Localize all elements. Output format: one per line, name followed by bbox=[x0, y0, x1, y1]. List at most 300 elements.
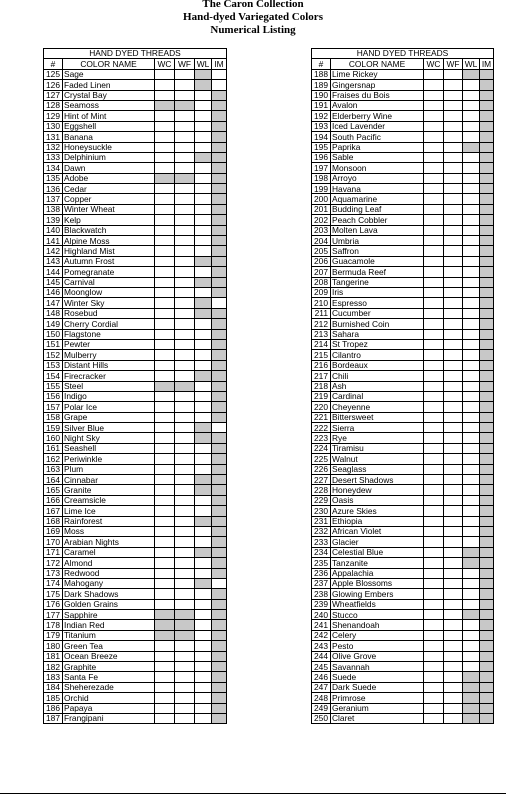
table-row bbox=[44, 703, 227, 713]
im-availability-cell bbox=[212, 142, 227, 152]
wf-availability-cell bbox=[444, 599, 463, 609]
im-availability-cell bbox=[212, 672, 227, 682]
wf-availability-cell bbox=[444, 381, 463, 391]
im-availability-cell bbox=[212, 100, 227, 110]
table-row bbox=[312, 630, 494, 640]
color-number: 207 bbox=[312, 267, 331, 277]
wc-availability-cell bbox=[424, 568, 444, 578]
color-number: 172 bbox=[44, 558, 63, 568]
im-availability-cell bbox=[480, 132, 494, 142]
color-name: Copper bbox=[63, 194, 155, 204]
wf-availability-cell bbox=[444, 714, 463, 724]
table-row bbox=[312, 267, 494, 277]
wc-availability-cell bbox=[155, 547, 175, 557]
color-name: Primrose bbox=[331, 693, 424, 703]
im-availability-cell bbox=[212, 578, 227, 588]
color-name: Peach Cobbler bbox=[331, 215, 424, 225]
wc-availability-cell bbox=[155, 339, 175, 349]
im-availability-cell bbox=[480, 641, 494, 651]
wc-availability-cell bbox=[424, 526, 444, 536]
table-row bbox=[312, 495, 494, 505]
table-row bbox=[44, 142, 227, 152]
wf-availability-cell bbox=[175, 630, 195, 640]
color-number: 199 bbox=[312, 184, 331, 194]
wl-availability-cell bbox=[463, 620, 480, 630]
im-availability-cell bbox=[480, 412, 494, 422]
wl-availability-cell bbox=[195, 80, 212, 90]
color-name: Orchid bbox=[63, 693, 155, 703]
wc-availability-cell bbox=[155, 204, 175, 214]
wl-availability-cell bbox=[195, 433, 212, 443]
im-availability-cell bbox=[212, 589, 227, 599]
table-row bbox=[44, 495, 227, 505]
wl-availability-cell bbox=[463, 423, 480, 433]
im-availability-cell bbox=[480, 402, 494, 412]
color-number: 164 bbox=[44, 475, 63, 485]
wc-availability-cell bbox=[155, 246, 175, 256]
table-row bbox=[44, 267, 227, 277]
im-availability-cell bbox=[480, 693, 494, 703]
color-number: 192 bbox=[312, 111, 331, 121]
color-name: Glowing Embers bbox=[331, 589, 424, 599]
wf-availability-cell bbox=[175, 298, 195, 308]
im-availability-cell bbox=[212, 360, 227, 370]
color-number: 179 bbox=[44, 630, 63, 640]
wc-availability-cell bbox=[424, 464, 444, 474]
table-row bbox=[44, 485, 227, 495]
wc-availability-cell bbox=[424, 423, 444, 433]
table-row bbox=[44, 391, 227, 401]
wf-availability-cell bbox=[444, 506, 463, 516]
color-number: 244 bbox=[312, 651, 331, 661]
color-name: Desert Shadows bbox=[331, 475, 424, 485]
table-row bbox=[44, 537, 227, 547]
wl-availability-cell bbox=[463, 682, 480, 692]
im-availability-cell bbox=[480, 267, 494, 277]
color-name: Cedar bbox=[63, 184, 155, 194]
wl-availability-cell bbox=[195, 277, 212, 287]
table-row bbox=[44, 132, 227, 142]
wf-availability-cell bbox=[175, 703, 195, 713]
table-row bbox=[312, 578, 494, 588]
table-row bbox=[44, 173, 227, 183]
wc-availability-cell bbox=[155, 423, 175, 433]
wf-availability-cell bbox=[175, 495, 195, 505]
color-number: 233 bbox=[312, 537, 331, 547]
im-availability-cell bbox=[212, 568, 227, 578]
color-name: Avalon bbox=[331, 100, 424, 110]
table-row bbox=[312, 215, 494, 225]
table-row bbox=[44, 69, 227, 79]
wc-availability-cell bbox=[155, 662, 175, 672]
color-name: Iris bbox=[331, 287, 424, 297]
wf-availability-cell bbox=[444, 339, 463, 349]
wc-availability-cell bbox=[155, 236, 175, 246]
wl-availability-cell bbox=[195, 558, 212, 568]
im-availability-cell bbox=[212, 194, 227, 204]
color-number: 180 bbox=[44, 641, 63, 651]
color-name: Seamoss bbox=[63, 100, 155, 110]
wl-availability-cell bbox=[463, 599, 480, 609]
color-number: 176 bbox=[44, 599, 63, 609]
wf-availability-cell bbox=[175, 641, 195, 651]
color-name: Cucumber bbox=[331, 308, 424, 318]
im-availability-cell bbox=[212, 225, 227, 235]
im-availability-cell bbox=[212, 287, 227, 297]
color-number: 222 bbox=[312, 423, 331, 433]
wl-availability-cell bbox=[463, 516, 480, 526]
wl-availability-cell bbox=[195, 620, 212, 630]
wc-availability-cell bbox=[424, 80, 444, 90]
wf-availability-cell bbox=[175, 152, 195, 162]
wc-availability-cell bbox=[424, 142, 444, 152]
wc-availability-cell bbox=[155, 277, 175, 287]
color-number: 231 bbox=[312, 516, 331, 526]
table-row bbox=[44, 339, 227, 349]
wc-availability-cell bbox=[424, 329, 444, 339]
color-number: 129 bbox=[44, 111, 63, 121]
color-name: Bordeaux bbox=[331, 360, 424, 370]
wc-availability-cell bbox=[155, 163, 175, 173]
wl-availability-cell bbox=[195, 287, 212, 297]
wl-availability-cell bbox=[463, 464, 480, 474]
table-row bbox=[312, 287, 494, 297]
im-availability-cell bbox=[480, 495, 494, 505]
wl-availability-cell bbox=[195, 547, 212, 557]
color-number: 185 bbox=[44, 693, 63, 703]
color-name: Carnival bbox=[63, 277, 155, 287]
im-availability-cell bbox=[480, 225, 494, 235]
table-row bbox=[312, 371, 494, 381]
wc-availability-cell bbox=[424, 537, 444, 547]
wc-availability-cell bbox=[424, 350, 444, 360]
color-name: Honeysuckle bbox=[63, 142, 155, 152]
wc-availability-cell bbox=[155, 319, 175, 329]
color-name: Apple Blossoms bbox=[331, 578, 424, 588]
im-availability-cell bbox=[480, 423, 494, 433]
im-availability-cell bbox=[212, 204, 227, 214]
wl-availability-cell bbox=[195, 184, 212, 194]
color-name: Sahara bbox=[331, 329, 424, 339]
wl-availability-cell bbox=[195, 339, 212, 349]
wf-availability-cell bbox=[175, 371, 195, 381]
wc-availability-cell bbox=[424, 69, 444, 79]
table-row bbox=[44, 236, 227, 246]
color-name: Honeydew bbox=[331, 485, 424, 495]
wf-availability-cell bbox=[444, 454, 463, 464]
wc-availability-cell bbox=[155, 308, 175, 318]
wf-availability-cell bbox=[444, 142, 463, 152]
im-availability-cell bbox=[212, 277, 227, 287]
im-availability-cell bbox=[480, 298, 494, 308]
table-row bbox=[312, 152, 494, 162]
wc-availability-cell bbox=[155, 651, 175, 661]
wc-availability-cell bbox=[424, 672, 444, 682]
wc-availability-cell bbox=[424, 714, 444, 724]
im-availability-cell bbox=[212, 475, 227, 485]
color-name: Espresso bbox=[331, 298, 424, 308]
wf-availability-cell bbox=[444, 69, 463, 79]
im-availability-cell bbox=[480, 184, 494, 194]
color-name: Blackwatch bbox=[63, 225, 155, 235]
color-number: 169 bbox=[44, 526, 63, 536]
wc-availability-cell bbox=[155, 173, 175, 183]
color-number: 130 bbox=[44, 121, 63, 131]
col-header-wl: WL bbox=[463, 59, 480, 69]
color-name: Dawn bbox=[63, 163, 155, 173]
color-number: 203 bbox=[312, 225, 331, 235]
color-number: 163 bbox=[44, 464, 63, 474]
wf-availability-cell bbox=[175, 526, 195, 536]
color-number: 152 bbox=[44, 350, 63, 360]
color-name: Golden Grains bbox=[63, 599, 155, 609]
wl-availability-cell bbox=[195, 236, 212, 246]
color-number: 227 bbox=[312, 475, 331, 485]
wc-availability-cell bbox=[424, 516, 444, 526]
wf-availability-cell bbox=[175, 672, 195, 682]
wc-availability-cell bbox=[155, 152, 175, 162]
table-row bbox=[312, 329, 494, 339]
wl-availability-cell bbox=[195, 485, 212, 495]
wf-availability-cell bbox=[444, 526, 463, 536]
table-row bbox=[312, 236, 494, 246]
doc-listing-label: Numerical Listing bbox=[210, 24, 296, 36]
wl-availability-cell bbox=[463, 537, 480, 547]
wl-availability-cell bbox=[463, 381, 480, 391]
color-number: 220 bbox=[312, 402, 331, 412]
table-row bbox=[312, 672, 494, 682]
color-name: Winter Wheat bbox=[63, 204, 155, 214]
color-number: 177 bbox=[44, 610, 63, 620]
wl-availability-cell bbox=[195, 152, 212, 162]
wf-availability-cell bbox=[175, 599, 195, 609]
table-row bbox=[44, 610, 227, 620]
table-row bbox=[44, 287, 227, 297]
color-number: 218 bbox=[312, 381, 331, 391]
wf-availability-cell bbox=[175, 516, 195, 526]
color-name: Tiramisu bbox=[331, 443, 424, 453]
wc-availability-cell bbox=[155, 360, 175, 370]
wc-availability-cell bbox=[155, 443, 175, 453]
color-number: 125 bbox=[44, 69, 63, 79]
color-number: 236 bbox=[312, 568, 331, 578]
color-number: 242 bbox=[312, 630, 331, 640]
wf-availability-cell bbox=[175, 350, 195, 360]
color-number: 166 bbox=[44, 495, 63, 505]
color-name: Banana bbox=[63, 132, 155, 142]
color-number: 239 bbox=[312, 599, 331, 609]
im-availability-cell bbox=[480, 308, 494, 318]
wl-availability-cell bbox=[195, 526, 212, 536]
table-row bbox=[312, 443, 494, 453]
im-availability-cell bbox=[480, 433, 494, 443]
color-number: 210 bbox=[312, 298, 331, 308]
im-availability-cell bbox=[480, 516, 494, 526]
im-availability-cell bbox=[480, 599, 494, 609]
wc-availability-cell bbox=[155, 475, 175, 485]
wf-availability-cell bbox=[444, 443, 463, 453]
col-header-wc: WC bbox=[155, 59, 175, 69]
table-row bbox=[312, 506, 494, 516]
wc-availability-cell bbox=[424, 651, 444, 661]
im-availability-cell bbox=[480, 547, 494, 557]
table-row bbox=[312, 558, 494, 568]
wc-availability-cell bbox=[155, 558, 175, 568]
wf-availability-cell bbox=[444, 319, 463, 329]
table-row bbox=[44, 121, 227, 131]
wf-availability-cell bbox=[175, 620, 195, 630]
wl-availability-cell bbox=[463, 277, 480, 287]
table-row bbox=[44, 100, 227, 110]
color-name: Creamsicle bbox=[63, 495, 155, 505]
im-availability-cell bbox=[212, 69, 227, 79]
wf-availability-cell bbox=[175, 391, 195, 401]
color-name: Cheyenne bbox=[331, 402, 424, 412]
wc-availability-cell bbox=[424, 402, 444, 412]
wc-availability-cell bbox=[424, 204, 444, 214]
table-row bbox=[312, 433, 494, 443]
wl-availability-cell bbox=[195, 350, 212, 360]
color-name: Rainforest bbox=[63, 516, 155, 526]
color-number: 215 bbox=[312, 350, 331, 360]
table-row bbox=[312, 651, 494, 661]
wl-availability-cell bbox=[463, 204, 480, 214]
wc-availability-cell bbox=[424, 610, 444, 620]
wf-availability-cell bbox=[175, 693, 195, 703]
wl-availability-cell bbox=[463, 69, 480, 79]
table-row bbox=[44, 412, 227, 422]
table-row bbox=[312, 339, 494, 349]
wf-availability-cell bbox=[175, 329, 195, 339]
color-number: 135 bbox=[44, 173, 63, 183]
wf-availability-cell bbox=[175, 360, 195, 370]
color-number: 150 bbox=[44, 329, 63, 339]
im-availability-cell bbox=[212, 641, 227, 651]
color-number: 188 bbox=[312, 69, 331, 79]
color-name: Ethiopia bbox=[331, 516, 424, 526]
wf-availability-cell bbox=[444, 360, 463, 370]
table-row bbox=[44, 620, 227, 630]
wl-availability-cell bbox=[195, 443, 212, 453]
im-availability-cell bbox=[212, 682, 227, 692]
wl-availability-cell bbox=[463, 454, 480, 464]
wc-availability-cell bbox=[155, 630, 175, 640]
color-name: Titanium bbox=[63, 630, 155, 640]
im-availability-cell bbox=[480, 464, 494, 474]
wc-availability-cell bbox=[155, 100, 175, 110]
col-header-color-name: COLOR NAME bbox=[331, 59, 424, 69]
color-name: Sable bbox=[331, 152, 424, 162]
color-number: 136 bbox=[44, 184, 63, 194]
color-name: Tangerine bbox=[331, 277, 424, 287]
wc-availability-cell bbox=[155, 184, 175, 194]
color-number: 170 bbox=[44, 537, 63, 547]
table-row bbox=[312, 225, 494, 235]
wc-availability-cell bbox=[155, 391, 175, 401]
color-number: 248 bbox=[312, 693, 331, 703]
color-name: Aquamarine bbox=[331, 194, 424, 204]
im-availability-cell bbox=[480, 90, 494, 100]
color-name: Molten Lava bbox=[331, 225, 424, 235]
color-number: 235 bbox=[312, 558, 331, 568]
table-row bbox=[312, 173, 494, 183]
wl-availability-cell bbox=[463, 350, 480, 360]
table-row bbox=[44, 475, 227, 485]
color-name: Autumn Frost bbox=[63, 256, 155, 266]
wl-availability-cell bbox=[195, 703, 212, 713]
wf-availability-cell bbox=[444, 236, 463, 246]
wf-availability-cell bbox=[444, 121, 463, 131]
table-row bbox=[312, 121, 494, 131]
color-name: Celery bbox=[331, 630, 424, 640]
im-availability-cell bbox=[480, 360, 494, 370]
wl-availability-cell bbox=[463, 329, 480, 339]
color-number: 209 bbox=[312, 287, 331, 297]
table-row bbox=[312, 526, 494, 536]
color-name: Frangipani bbox=[63, 714, 155, 724]
color-number: 224 bbox=[312, 443, 331, 453]
wc-availability-cell bbox=[424, 360, 444, 370]
wl-availability-cell bbox=[463, 308, 480, 318]
table-row bbox=[44, 651, 227, 661]
color-number: 138 bbox=[44, 204, 63, 214]
color-name: Chili bbox=[331, 371, 424, 381]
table-row bbox=[44, 225, 227, 235]
wf-availability-cell bbox=[444, 256, 463, 266]
im-availability-cell bbox=[212, 152, 227, 162]
color-name: Crystal Bay bbox=[63, 90, 155, 100]
wc-availability-cell bbox=[155, 111, 175, 121]
wl-availability-cell bbox=[463, 267, 480, 277]
wl-availability-cell bbox=[195, 672, 212, 682]
col-header-wl: WL bbox=[195, 59, 212, 69]
table-row bbox=[312, 256, 494, 266]
color-name: Oasis bbox=[331, 495, 424, 505]
color-number: 228 bbox=[312, 485, 331, 495]
table-row bbox=[312, 100, 494, 110]
table-row bbox=[44, 204, 227, 214]
im-availability-cell bbox=[480, 443, 494, 453]
color-number: 191 bbox=[312, 100, 331, 110]
im-availability-cell bbox=[480, 246, 494, 256]
wl-availability-cell bbox=[195, 319, 212, 329]
color-number: 155 bbox=[44, 381, 63, 391]
wl-availability-cell bbox=[195, 578, 212, 588]
color-name: Green Tea bbox=[63, 641, 155, 651]
color-number: 127 bbox=[44, 90, 63, 100]
wf-availability-cell bbox=[175, 714, 195, 724]
color-name: Havana bbox=[331, 184, 424, 194]
wf-availability-cell bbox=[444, 204, 463, 214]
table-row bbox=[44, 630, 227, 640]
wc-availability-cell bbox=[424, 454, 444, 464]
wl-availability-cell bbox=[195, 391, 212, 401]
color-name: Pesto bbox=[331, 641, 424, 651]
table-row bbox=[44, 454, 227, 464]
color-name: Bermuda Reef bbox=[331, 267, 424, 277]
color-number: 196 bbox=[312, 152, 331, 162]
color-name: Redwood bbox=[63, 568, 155, 578]
table-row bbox=[44, 215, 227, 225]
color-number: 204 bbox=[312, 236, 331, 246]
wc-availability-cell bbox=[155, 298, 175, 308]
wl-availability-cell bbox=[195, 194, 212, 204]
wl-availability-cell bbox=[463, 287, 480, 297]
color-name: Moss bbox=[63, 526, 155, 536]
wc-availability-cell bbox=[155, 225, 175, 235]
wl-availability-cell bbox=[463, 163, 480, 173]
im-availability-cell bbox=[480, 381, 494, 391]
